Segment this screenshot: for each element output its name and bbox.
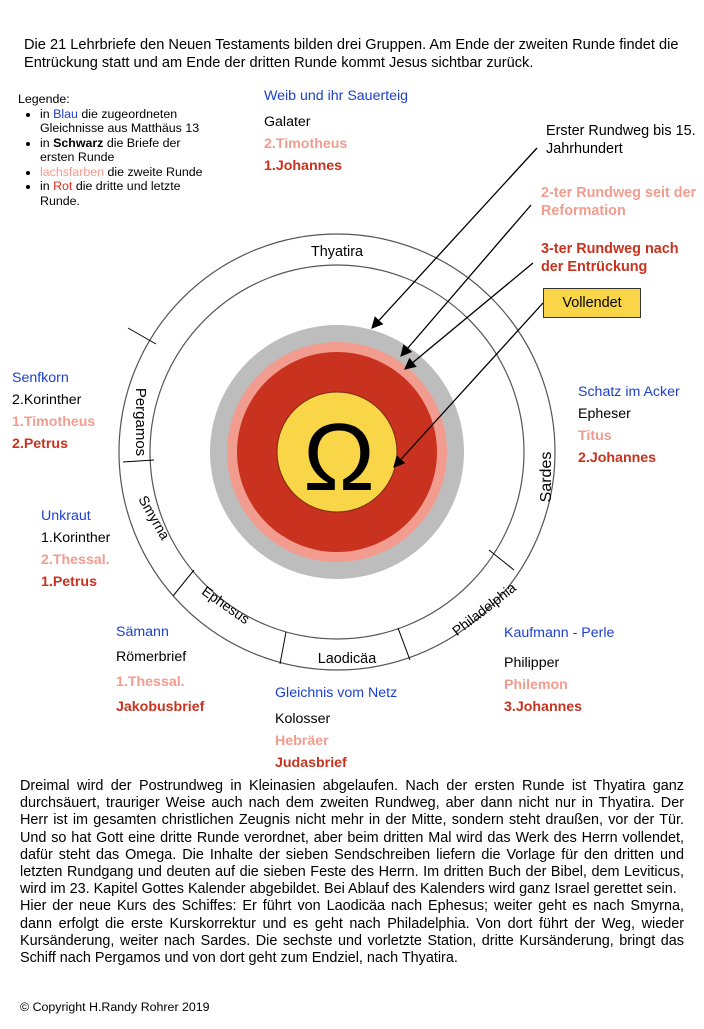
legend-item-red: • in Rot die dritte und letzte Runde. — [40, 179, 218, 208]
parable-label: Sämann — [116, 624, 169, 640]
group-philadelphia — [504, 622, 614, 718]
label-first-round: Erster Rundweg bis 15. Jahrhundert — [546, 123, 696, 157]
explanation-paragraph-2: Hier der neue Kurs des Schiffes: Er führt von Laodicäa nach Ephesus; weiter geht es nach Smyrna, dann erfolgt die erste Kurskorrektur und es geht nach Philadelphia. Von dort führt der Weg, wieder Kursänderung, weiter nach Sardes. Die sechste und vorletzte Station, dritte Kursänderung, bringt das Schiff nach Pergamos und von dort geht zum Endziel, nach Thyatira. — [20, 898, 684, 967]
third-round-letter: 2.Petrus — [12, 436, 68, 452]
legend-title: Legende: — [18, 92, 70, 106]
legend-item-salmon: • lachsfarben die zweite Runde — [40, 165, 218, 180]
ring-label-laodicaea: Laodicäa — [317, 651, 377, 667]
third-round-letter: 1.Petrus — [41, 574, 97, 590]
third-round-letter: 2.Johannes — [578, 450, 657, 466]
legend-item-black: • in Schwarz die Briefe der ersten Runde — [40, 136, 218, 165]
second-round-letter: Titus — [578, 428, 612, 444]
parable-label: Weib und ihr Sauerteig — [264, 88, 409, 104]
first-round-letter: 2.Korinther — [12, 392, 82, 408]
group-ephesus — [116, 620, 204, 720]
explanation-paragraph-1: Dreimal wird der Postrundweg in Kleinasien abgelaufen. Nach der ersten Runde ist Thyatira ganz durchsäuert, trauriger Weise auch nach dem zweiten Rundweg, aber dann nicht nur in Thyatira. Der Herr ist im gesamten christlichen Zeugnis nicht mehr in der Mitte, sondern steht draußen, vor der Tür. Und so hat Gott eine dritte Runde verordnet, aber beim dritten Mal wird das Werk des Herrn vollendet, dafür steht das Omega. Die Inhalte der sieben Sendschreiben liefern die Vorlage für den dritten und letzten Rundgang und deuten auf die sieben Feste des Herrn. Im dritten Buch der Bibel, dem Leviticus, wird im 23. Kapitel Gottes Kalender abgebildet. Bei Ablauf des Kalenders wird ganz Israel gerettet sein. — [20, 778, 684, 898]
intro-text: Die 21 Lehrbriefe den Neuen Testaments bilden drei Gruppen. Am Ende der zweiten Runde findet die Entrückung statt und am Ende der dritten Runde kommt Jesus sichtbar zurück. — [24, 37, 679, 71]
second-round-letter: 2.Timotheus — [264, 136, 348, 152]
group-laodicaea — [275, 682, 397, 774]
group-pergamos — [12, 367, 95, 455]
third-round-letter: Judasbrief — [275, 755, 347, 771]
second-round-letter: 1.Timotheus — [12, 414, 96, 430]
parable-label: Senfkorn — [12, 370, 69, 386]
second-round-letter: 2.Thessal. — [41, 552, 110, 568]
second-round-letter: Philemon — [504, 677, 568, 693]
first-round-letter: Römerbrief — [116, 649, 187, 665]
ring-label-ephesus: Ephesus — [198, 582, 253, 628]
ring-label-smyrna: Smyrna — [135, 492, 174, 543]
omega-symbol: Ω — [303, 404, 375, 511]
first-round-letter: Kolosser — [275, 711, 331, 727]
ring-label-pergamos: Pergamos — [132, 387, 149, 457]
parable-label: Unkraut — [41, 508, 91, 524]
legend-item-blue: • in Blau die zugeordneten Gleichnisse aus Matthäus 13 — [40, 107, 218, 136]
third-round-letter: 3.Johannes — [504, 699, 583, 715]
second-round-letter: Hebräer — [275, 733, 329, 749]
group-sardes — [578, 381, 680, 469]
second-round-letter: 1.Thessal. — [116, 674, 185, 690]
parable-label: Kaufmann - Perle — [504, 625, 615, 641]
ring-label-thyatira: Thyatira — [311, 244, 363, 260]
group-thyatira — [264, 85, 408, 177]
explanation-text — [20, 778, 684, 967]
first-round-letter: Epheser — [578, 406, 631, 422]
first-round-letter: Philipper — [504, 655, 560, 671]
parable-label: Gleichnis vom Netz — [275, 685, 398, 701]
ring-label-philadelphia: Philadelphia — [448, 579, 519, 639]
parable-label: Schatz im Acker — [578, 384, 680, 400]
ring-label-sardes: Sardes — [538, 451, 555, 503]
copyright: © Copyright H.Randy Rohrer 2019 — [20, 1000, 210, 1014]
group-smyrna — [41, 505, 110, 593]
third-round-letter: Jakobusbrief — [116, 699, 205, 715]
label-third-round: 3-ter Rundweg nach der Entrückung — [541, 241, 679, 275]
first-round-letter: 1.Korinther — [41, 530, 111, 546]
completed-box: Vollendet — [543, 288, 641, 318]
label-second-round: 2-ter Rundweg seit der Reformation — [541, 185, 697, 219]
third-round-letter: 1.Johannes — [264, 158, 343, 174]
first-round-letter: Galater — [264, 114, 311, 130]
